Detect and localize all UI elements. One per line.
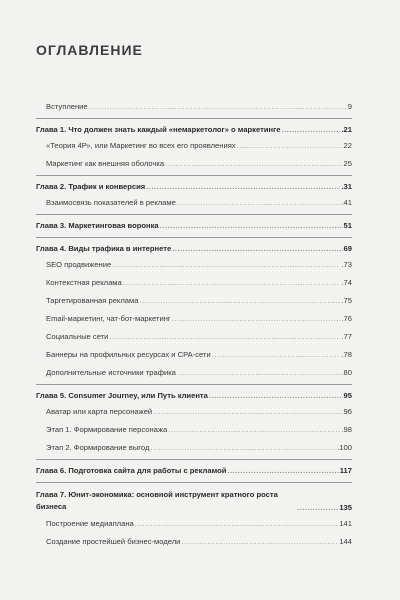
toc-entry-page: .77 xyxy=(341,332,352,341)
toc-entry-page: 51 xyxy=(343,221,352,230)
toc-entry-text: Этап 1. Формирование персонажа xyxy=(46,425,168,434)
leader-dots xyxy=(177,198,343,208)
leader-dots xyxy=(297,503,338,513)
leader-dots xyxy=(150,443,336,453)
toc-entry-page: 135 xyxy=(339,503,352,512)
leader-dots xyxy=(109,332,340,342)
toc-entry-page: .74 xyxy=(341,278,352,287)
toc-entry-text: Глава 6. Подготовка сайта для работы с рекламой xyxy=(36,466,227,475)
toc-entry-text: Таргетированная реклама xyxy=(46,296,139,305)
toc-entry xyxy=(36,443,352,453)
leader-dots xyxy=(281,125,340,135)
toc-entry-text: Дополнительные источники трафика xyxy=(46,368,176,377)
leader-dots xyxy=(237,141,343,151)
leader-dots xyxy=(227,466,338,476)
toc-entry-text: Глава 7. Юнит-экономика: основной инструмент кратного роста бизнеса xyxy=(36,490,278,511)
toc-entry-text: Этап 2. Формирование выгод xyxy=(46,443,150,452)
toc-entry-text: Создание простейшей бизнес-модели xyxy=(46,537,181,546)
toc-entry-page: 9 xyxy=(347,102,352,111)
toc-entry-page: 41 xyxy=(343,198,352,207)
table-of-contents xyxy=(36,102,352,547)
toc-entry-text: «Теория 4Р», или Маркетинг во всех его проявлениях xyxy=(46,141,236,150)
toc-entry-page: 144 xyxy=(339,537,352,546)
toc-entry xyxy=(36,519,352,529)
leader-dots xyxy=(135,519,339,529)
divider xyxy=(36,459,352,460)
divider xyxy=(36,175,352,176)
toc-entry-page: 22 xyxy=(343,141,352,150)
toc-entry-text: Глава 5. Consumer Journey, или Путь клиента xyxy=(36,391,208,400)
leader-dots xyxy=(112,260,340,270)
leader-dots xyxy=(89,102,347,112)
toc-entry xyxy=(36,141,352,151)
toc-entry-text: Построение медиаплана xyxy=(46,519,134,528)
toc-entry-page: .100 xyxy=(337,443,352,452)
toc-entry-page: .75 xyxy=(341,296,352,305)
divider xyxy=(36,384,352,385)
toc-entry xyxy=(36,407,352,417)
leader-dots xyxy=(160,221,343,231)
divider xyxy=(36,237,352,238)
toc-entry-text: Маркетинг как внешняя оболочка xyxy=(46,159,165,168)
leader-dots xyxy=(177,368,343,378)
toc-entry xyxy=(36,537,352,547)
toc-chapter-3 xyxy=(36,221,352,231)
toc-chapter-2 xyxy=(36,182,352,192)
leader-dots xyxy=(153,407,342,417)
toc-entry xyxy=(36,425,352,435)
toc-entry-text: Глава 3. Маркетинговая воронка xyxy=(36,221,159,230)
toc-entry-text: Глава 4. Виды трафика в интернете xyxy=(36,244,172,253)
toc-entry-intro xyxy=(36,102,352,112)
toc-entry xyxy=(36,260,352,270)
toc-entry-text: Глава 2. Трафик и конверсия xyxy=(36,182,146,191)
toc-entry-text: Глава 1. Что должен знать каждый «немаркетолог» о маркетинге xyxy=(36,125,281,134)
leader-dots xyxy=(165,159,342,169)
toc-entry-page: .76 xyxy=(341,314,352,323)
toc-chapter-5 xyxy=(36,391,352,401)
toc-entry xyxy=(36,198,352,208)
leader-dots xyxy=(146,182,340,192)
toc-entry xyxy=(36,314,352,324)
toc-entry xyxy=(36,350,352,360)
toc-entry-page: 95 xyxy=(343,391,352,400)
leader-dots xyxy=(123,278,341,288)
toc-entry-page: .21 xyxy=(341,125,352,134)
toc-entry-text: Взаимосвязь показателей в рекламе xyxy=(46,198,176,207)
divider xyxy=(36,118,352,119)
toc-entry-text: Баннеры на профильных ресурсах и СРА-сети xyxy=(46,350,211,359)
toc-chapter-4 xyxy=(36,244,352,254)
page-title: ОГЛАВЛЕНИЕ xyxy=(36,42,143,58)
toc-entry xyxy=(36,368,352,378)
toc-entry-text: Email-маркетинг, чат-бот-маркетинг xyxy=(46,314,171,323)
toc-entry-text: Вступление xyxy=(46,102,88,111)
divider xyxy=(36,214,352,215)
toc-entry-text: Контекстная реклама xyxy=(46,278,122,287)
leader-dots xyxy=(172,244,342,254)
leader-dots xyxy=(172,314,341,324)
toc-entry xyxy=(36,332,352,342)
toc-chapter-1 xyxy=(36,125,352,135)
toc-entry-page: 80 xyxy=(343,368,352,377)
toc-chapter-6 xyxy=(36,466,352,476)
leader-dots xyxy=(181,537,338,547)
toc-entry-page: 69 xyxy=(343,244,352,253)
leader-dots xyxy=(209,391,343,401)
leader-dots xyxy=(139,296,340,306)
leader-dots xyxy=(168,425,340,435)
toc-chapter-7 xyxy=(36,489,352,513)
toc-entry-page: .73 xyxy=(341,260,352,269)
toc-entry xyxy=(36,278,352,288)
toc-entry-page: .31 xyxy=(341,182,352,191)
toc-entry-page: .78 xyxy=(341,350,352,359)
toc-entry xyxy=(36,296,352,306)
toc-entry-page: 141 xyxy=(339,519,352,528)
toc-entry-page: 96 xyxy=(343,407,352,416)
toc-entry-page: 25 xyxy=(343,159,352,168)
toc-entry-page: .98 xyxy=(341,425,352,434)
toc-entry-text: Аватар или карта персонажей xyxy=(46,407,153,416)
toc-entry-text: Социальные сети xyxy=(46,332,109,341)
toc-entry-text: SEO продвижение xyxy=(46,260,112,269)
toc-entry-page: 117 xyxy=(339,466,352,475)
leader-dots xyxy=(212,350,341,360)
divider xyxy=(36,482,352,483)
toc-entry xyxy=(36,159,352,169)
